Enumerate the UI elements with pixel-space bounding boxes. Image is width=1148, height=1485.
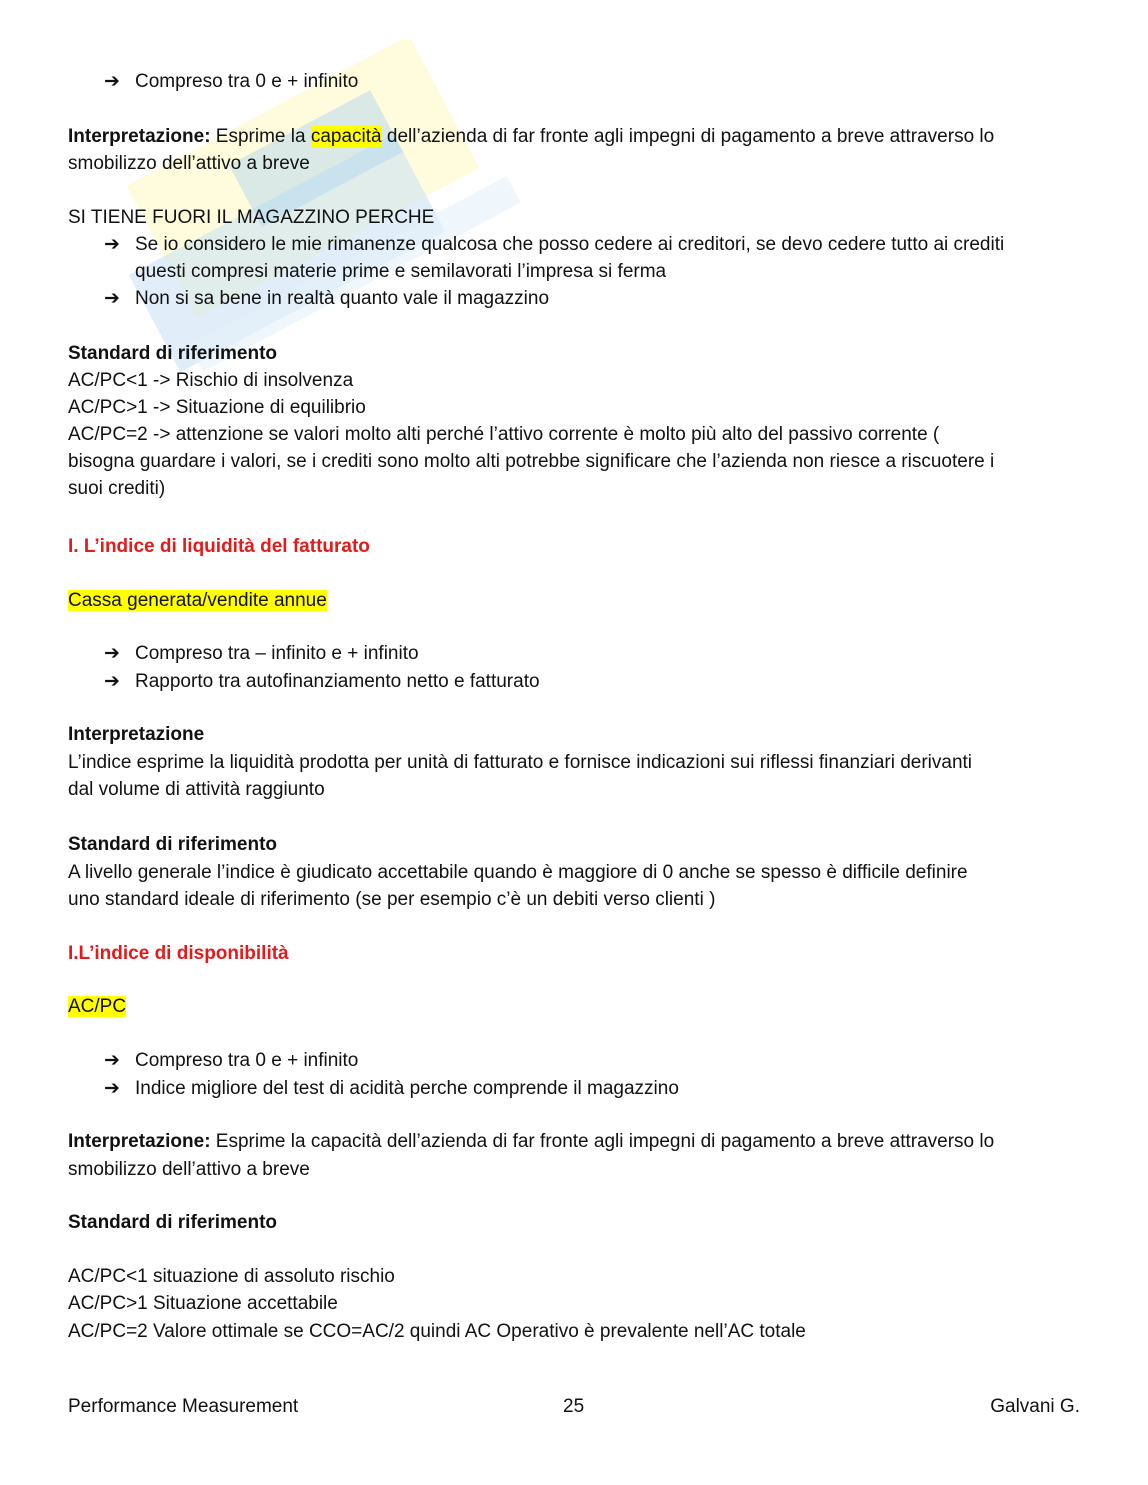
standard-line: uno standard ideale di riferimento (se per esempio c’è un debiti verso clienti ) bbox=[68, 889, 716, 910]
standard-line: A livello generale l’indice è giudicato accettabile quando è maggiore di 0 anche se spesso è difficile definire bbox=[68, 862, 968, 883]
standard-line: bisogna guardare i valori, se i crediti sono molto alti potrebbe significare che l’azienda non riesce a riscuotere i bbox=[68, 451, 995, 472]
standard-line: AC/PC=2 -> attenzione se valori molto alti perché l’attivo corrente è molto più alto del passivo corrente ( bbox=[68, 424, 940, 445]
standard-line: AC/PC>1 Situazione accettabile bbox=[68, 1293, 338, 1314]
section-title-disponibilita: I.L’indice di disponibilità bbox=[68, 943, 289, 964]
standard-line: AC/PC<1 -> Rischio di insolvenza bbox=[68, 370, 354, 391]
standard-line: AC/PC=2 Valore ottimale se CCO=AC/2 quindi AC Operativo è prevalente nell’AC totale bbox=[68, 1321, 806, 1342]
list-item-continuation: questi compresi materie prime e semilavorati l’impresa si ferma bbox=[135, 261, 667, 282]
magazzino-heading: SI TIENE FUORI IL MAGAZZINO PERCHE bbox=[68, 207, 435, 228]
interpretation-paragraph: Interpretazione: Esprime la capacità dell’azienda di far fronte agli impegni di pagamento a breve attraverso lo bbox=[68, 1131, 995, 1152]
list-item: ➔ Indice migliore del test di acidità perche comprende il magazzino bbox=[104, 1075, 679, 1102]
list-item: ➔ Compreso tra 0 e + infinito bbox=[104, 68, 358, 95]
page-number: 25 bbox=[563, 1396, 585, 1417]
arrow-right-icon: ➔ bbox=[104, 71, 120, 92]
standard-line: suoi crediti) bbox=[68, 478, 166, 499]
list-item: ➔ Compreso tra – infinito e + infinito bbox=[104, 640, 419, 667]
standard-label: Standard di riferimento bbox=[68, 834, 278, 855]
arrow-right-icon: ➔ bbox=[104, 671, 120, 692]
formula-disponibilita: AC/PC bbox=[68, 996, 127, 1017]
interpretation-label: Interpretazione bbox=[68, 724, 205, 745]
arrow-right-icon: ➔ bbox=[104, 643, 120, 664]
section-title-fatturato: I. L’indice di liquidità del fatturato bbox=[68, 536, 370, 557]
arrow-right-icon: ➔ bbox=[104, 1050, 120, 1071]
interpretation-paragraph-line2: smobilizzo dell’attivo a breve bbox=[68, 153, 310, 174]
arrow-right-icon: ➔ bbox=[104, 1078, 120, 1099]
interpretation-paragraph: Interpretazione: Esprime la capacità dell’azienda di far fronte agli impegni di pagamento a breve attraverso lo bbox=[68, 126, 995, 147]
formula-fatturato: Cassa generata/vendite annue bbox=[68, 590, 327, 611]
interpretation-line: dal volume di attività raggiunto bbox=[68, 779, 325, 800]
list-item: ➔ Se io considero le mie rimanenze qualcosa che posso cedere ai creditori, se devo cedere tutto ai crediti bbox=[104, 231, 1004, 258]
footer-title: Performance Measurement bbox=[68, 1396, 299, 1417]
interpretation-line: L’indice esprime la liquidità prodotta per unità di fatturato e fornisce indicazioni sui riflessi finanziari derivanti bbox=[68, 752, 973, 773]
arrow-right-icon: ➔ bbox=[104, 234, 120, 255]
list-item: ➔ Rapporto tra autofinanziamento netto e fatturato bbox=[104, 668, 540, 695]
footer-author: Galvani G. bbox=[990, 1396, 1080, 1417]
interpretation-paragraph-line2: smobilizzo dell’attivo a breve bbox=[68, 1159, 310, 1180]
arrow-right-icon: ➔ bbox=[104, 288, 120, 309]
standard-line: AC/PC>1 -> Situazione di equilibrio bbox=[68, 397, 366, 418]
standard-label: Standard di riferimento bbox=[68, 1212, 278, 1233]
standard-label: Standard di riferimento bbox=[68, 343, 278, 364]
standard-line: AC/PC<1 situazione di assoluto rischio bbox=[68, 1266, 395, 1287]
list-item: ➔ Non si sa bene in realtà quanto vale il magazzino bbox=[104, 285, 549, 312]
list-item: ➔ Compreso tra 0 e + infinito bbox=[104, 1047, 358, 1074]
